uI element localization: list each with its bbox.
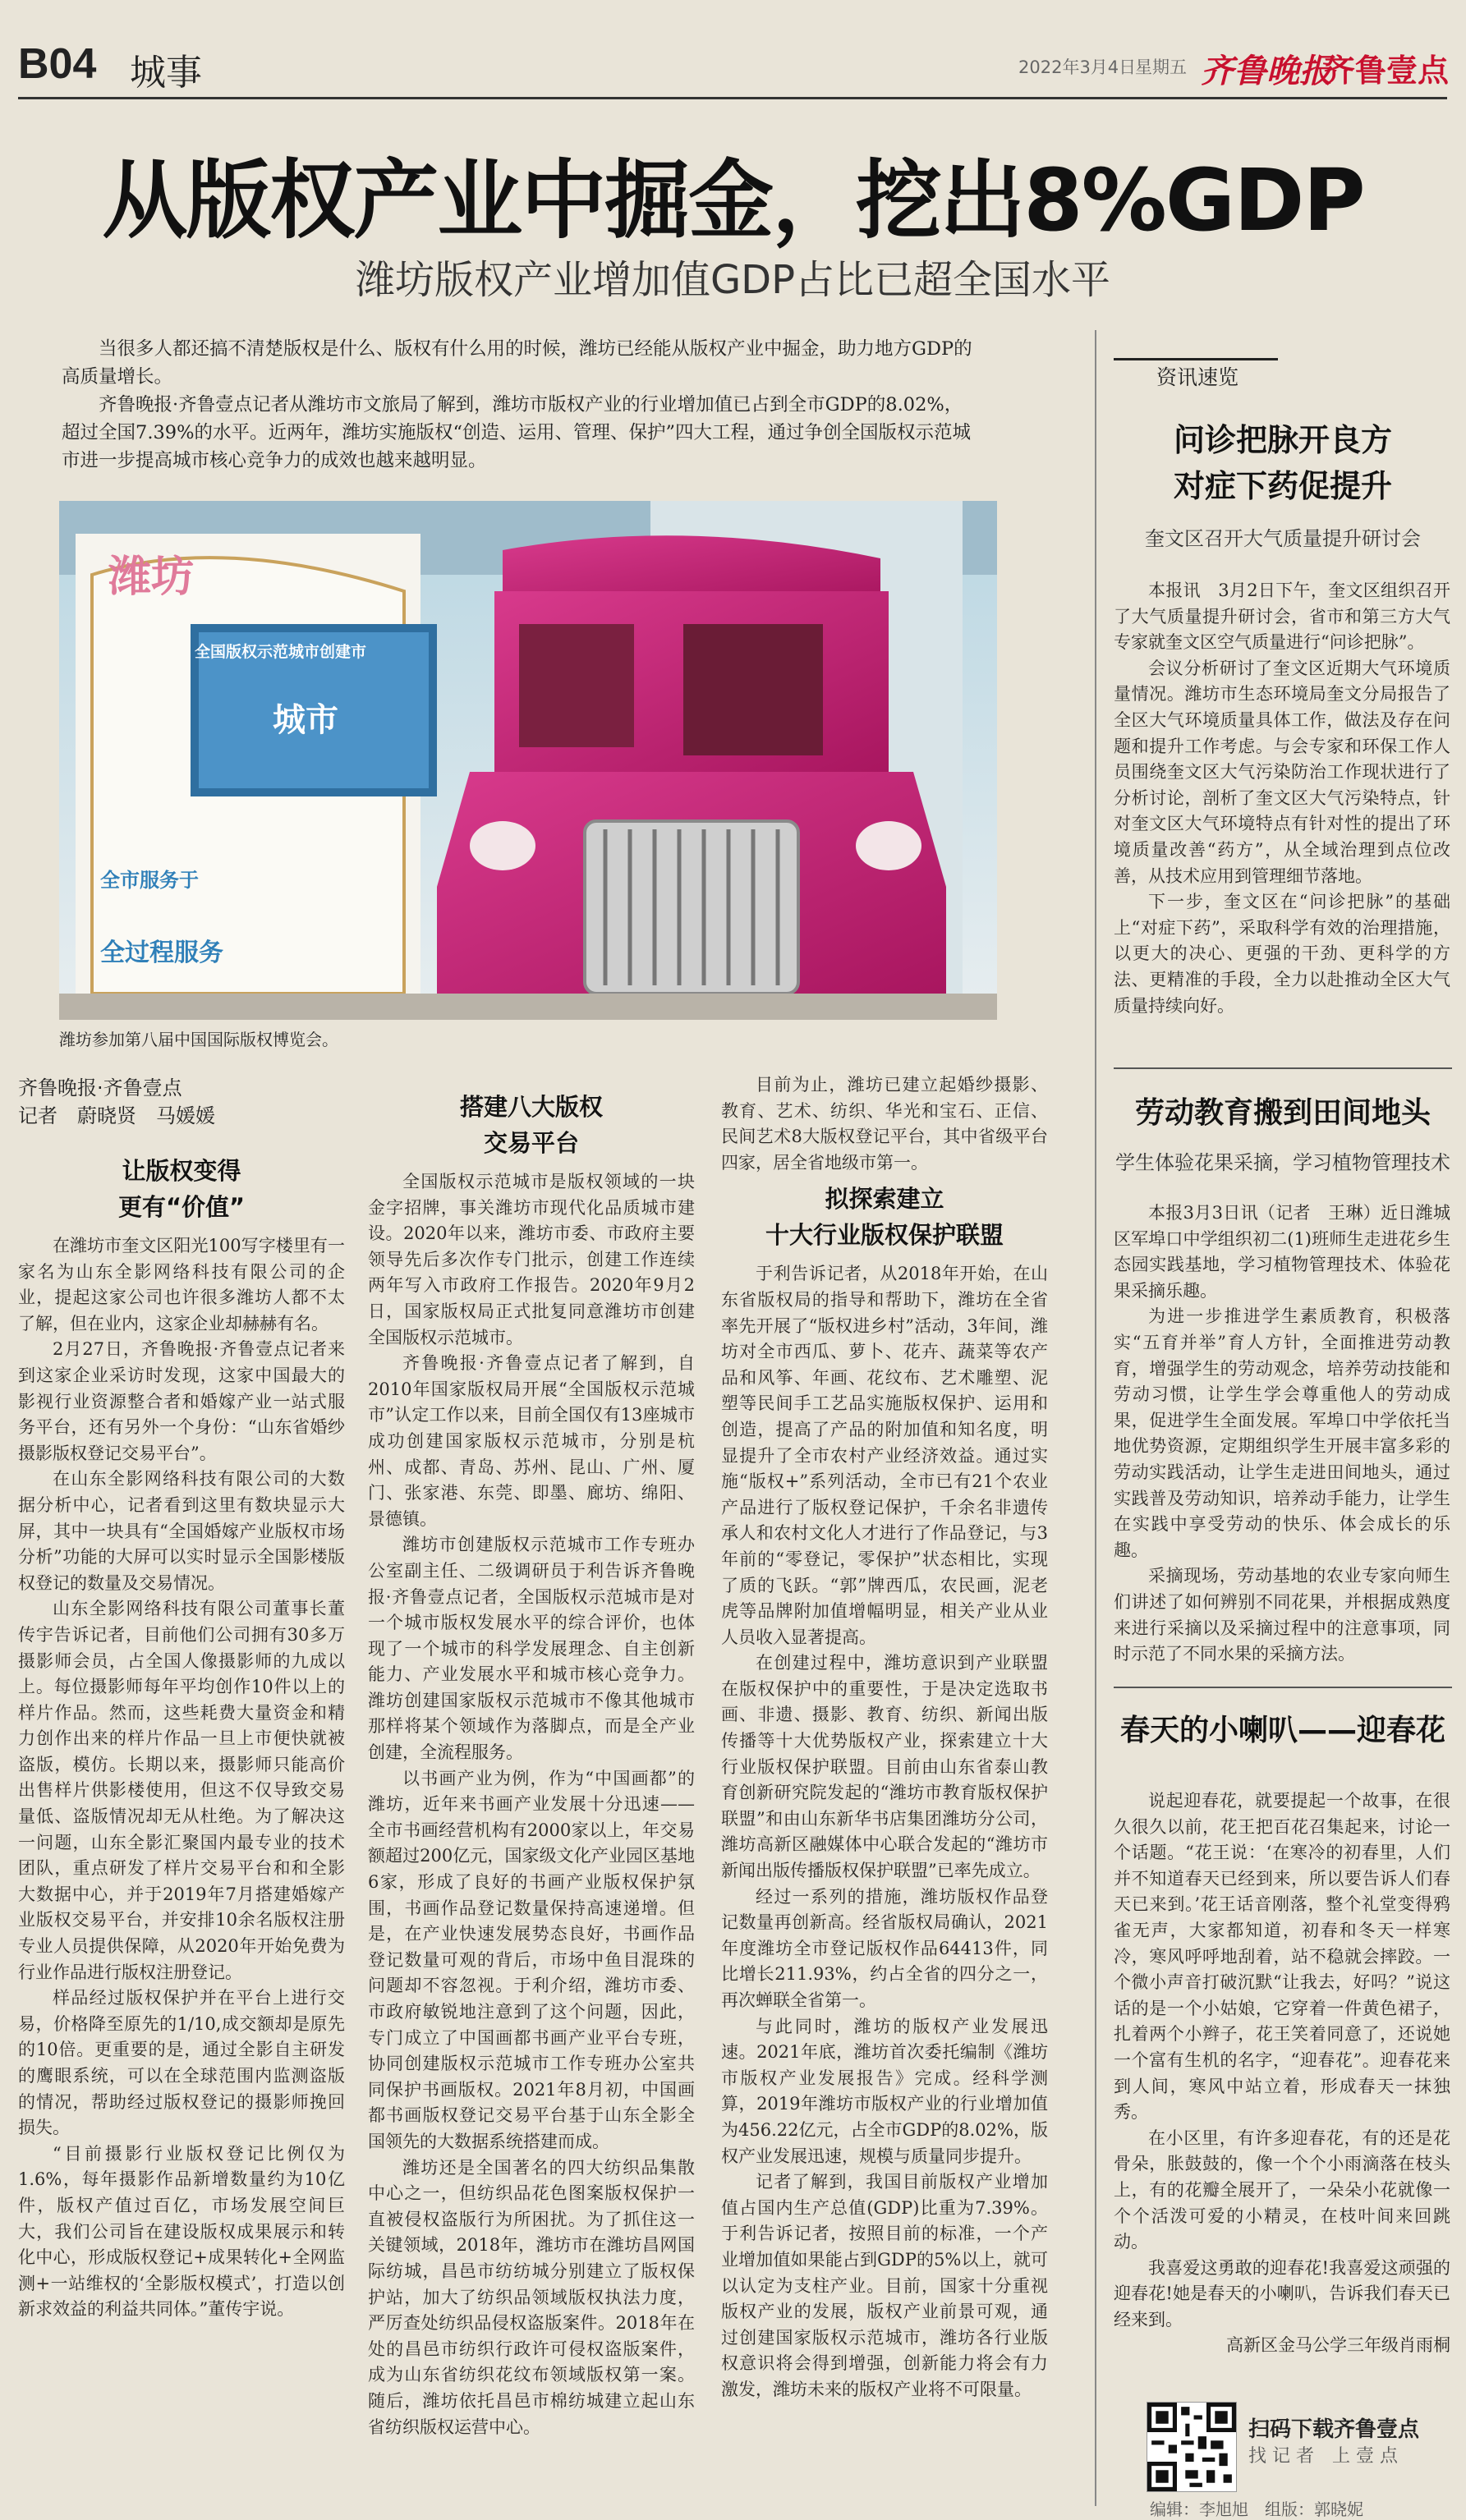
qr-code-icon [1147, 2403, 1236, 2491]
column-paragraph: 齐鲁晚报·齐鲁壹点记者了解到，自2010年国家版权局开展“全国版权示范城市”认定工作以来，目前全国仅有13座城市成功创建国家版权示范城市，分别是杭州、成都、青岛、苏州、昆山、广州、厦门、张家港、东莞、即墨、廊坊、绵阳、景德镇。 [368, 1353, 695, 1529]
article-photo [59, 501, 997, 1020]
sidebar-divider [1095, 330, 1096, 2506]
editor-credits: 编辑：李旭旭 组版：郭晓妮 [1150, 2499, 1363, 2519]
sidebar-story-2-subtitle: 学生体验花果采摘，学习植物管理技术 [1115, 1151, 1450, 1174]
article-subtitle: 潍坊版权产业增加值GDP占比已超全国水平 [355, 257, 1111, 303]
column-paragraph: 潍坊还是全国著名的四大纺织品集散中心之一，但纺织品花色图案版权保护一直被侵权盗版行为所困扰。为了抓住这一关键领域，2018年，潍坊市在潍坊昌网国际纺城，昌邑市纺纺城分别建立了版权保护站，加大了纺织品领域版权执法力度，严厉查处纺织品侵权盗版案件。2018年在处的昌邑市纺织行政许可侵权盗版案件，成为山东省纺织花纹布领域版权第一案。随后，潍坊依托昌邑市棉纺城建立起山东省纺织版权运营中心。 [368, 2157, 695, 2437]
photo-sign: 全过程服务 [100, 939, 223, 967]
sidebar-story-3-author: 高新区金马公学三年级肖雨桐 [1226, 2335, 1450, 2356]
brand-logo: 齐鲁晚报 [1201, 52, 1332, 90]
sidebar-rule [1114, 1687, 1452, 1688]
sidebar-story-1-body [1114, 578, 1450, 1019]
sidebar-story-1-title: 问诊把脉开良方 [1173, 422, 1392, 458]
sidebar-paragraph: 在小区里，有许多迎春花，有的还是花骨朵，胀鼓鼓的，像一个个小雨滴落在枝头上，有的花瓣全展开了，一朵朵小花就像一个个活泼可爱的小精灵，在枝叶间来回跳动。 [1114, 2128, 1450, 2252]
sidebar-paragraph: 本报讯 3月2日下午，奎文区组织召开了大气质量提升研讨会，省市和第三方大气专家就奎文区空气质量进行“问诊把脉”。 [1114, 581, 1450, 653]
sidebar-paragraph: 为进一步推进学生素质教育，积极落实“五育并举”育人方针，全面推进劳动教育，增强学生的劳动观念，培养劳动技能和劳动习惯，让学生学会尊重他人的劳动成果，促进学生全面发展。军埠口中学依托当地优势资源，定期组织学生开展丰富多彩的劳动实践活动，让学生走进田间地头，通过实践普及劳动知识，培养动手能力，让学生在实践中享受劳动的快乐、体会成长的乐趣。 [1114, 1306, 1450, 1560]
column-paragraph: 山东全影网络科技有限公司董事长董传宇告诉记者，目前他们公司拥有30多万摄影师会员，占全国人像摄影师的九成以上。每位摄影师每年平均创作10件以上的样片作品。然而，这些耗费大量资金和精力创作出来的样片作品一旦上市便快就被盗版，模仿。长期以来，摄影师只能高价出售样片供影楼使用，但这不仅导致交易量低、盗版情况却无从杜绝。为了解决这一问题，山东全影汇聚国内最专业的技术团队，重点研发了样片交易平台和和全影大数据中心，并于2019年7月搭建婚嫁产业版权交易平台，并安排10余名版权注册专业人员提供保障，从2020年开始免费为行业作品进行版权注册登记。 [18, 1599, 345, 1982]
column-paragraph: 与此同时，潍坊的版权产业发展迅速。2021年底，潍坊首次委托编制《潍坊市版权产业发展报告》完成。经科学测算，2019年潍坊市版权产业的行业增加值为456.22亿元，占全市GDP的8.02%，版权产业发展迅速，规模与质量同步提升。 [721, 2016, 1048, 2166]
sidebar-tag: 资讯速览 [1114, 358, 1278, 397]
byline-outlet: 齐鲁晚报·齐鲁壹点 [18, 1076, 182, 1099]
sidebar-paragraph: 本报3月3日讯（记者 王琳）近日潍城区军埠口中学组织初二(1)班师生走进花乡生态园实践基地，学习植物管理技术、体验花果采摘乐趣。 [1114, 1203, 1450, 1301]
article-column-3 [721, 1072, 1048, 2403]
sidebar-story-1-subtitle: 奎文区召开大气质量提升研讨会 [1145, 527, 1421, 550]
sidebar-paragraph: 下一步，奎文区在“问诊把脉”的基础上“对症下药”，采取科学有效的治理措施，以更大的决心、更强的干劲、更科学的方法、更精准的手段，全力以赴推动全区大气质量持续向好。 [1114, 892, 1450, 1016]
article-lead [62, 335, 980, 475]
column-paragraph: 目前为止，潍坊已建立起婚纱摄影、教育、艺术、纺织、华光和宝石、正信、民间艺术8大版权登记平台，其中省级平台四家，居全省地级市第一。 [721, 1075, 1048, 1173]
column-paragraph: 样品经过版权保护并在平台上进行交易，价格降至原先的1/10,成交额却是原先的10倍。更重要的是，通过全影自主研发的鹰眼系统，可以在全球范围内监测盗版的情况，帮助经过版权登记的摄影师挽回损失。 [18, 1988, 345, 2138]
article-column-2 [368, 1084, 695, 2440]
sidebar-story-2-title: 劳动教育搬到田间地头 [1134, 1096, 1431, 1130]
article-title: 从版权产业中掘金，挖出8%GDP [102, 150, 1364, 250]
column-paragraph: 在潍坊市奎文区阳光100写字楼里有一家名为山东全影网络科技有限公司的企业，提起这家公司也许很多潍坊人都不太了解，但在业内，这家企业却赫赫有名。 [18, 1236, 345, 1333]
sidebar-paragraph: 说起迎春花，就要提起一个故事，在很久很久以前，花王把百花召集起来，讨论一个话题。“花王说：‘在寒冷的初春里，人们并不知道春天已经到来，所以要告诉人们春天已来到。’花王话音刚落，整个礼堂变得鸦雀无声，大家都知道，初春和冬天一样寒冷，寒风呼呼地刮着，站不稳就会摔跤。一个微小声音打破沉默“让我去，好吗？”说这话的是一个小姑娘，它穿着一件黄色裙子，扎着两个小辫子，花王笑着同意了，还说她一个富有生机的名字，“迎春花”。迎春花来到人间，寒风中站立着，形成春天一抹独秀。 [1114, 1791, 1450, 2123]
photo-sign: 全国版权示范城市创建市 [195, 643, 367, 661]
photo-sign: 潍坊 [108, 553, 195, 602]
column-paragraph: 潍坊市创建版权示范城市工作专班办公室副主任、二级调研员于利告诉齐鲁晚报·齐鲁壹点记者，全国版权示范城市是对一个城市版权发展水平的综合评价，也体现了一个城市的科学发展理念、自主创新能力、产业发展水平和城市核心竞争力。潍坊创建国家版权示范城市不像其他城市那样将某个领域作为落脚点，而是全产业创建，全流程服务。 [368, 1535, 695, 1763]
section-name: 城事 [130, 52, 202, 94]
column-heading: 让版权变得 更有“价值” [117, 1157, 246, 1221]
column-paragraph: 以书画产业为例，作为“中国画都”的潍坊，近年来书画产业发展十分迅速——全市书画经营机构有2000家以上，年交易额超过200亿元，国家级文化产业园区基地6家，形成了良好的书画产业版权保护氛围，书画作品登记数量保持高速递增。但是，在产业快速发展势态良好，书画作品登记数量可观的背后，市场中鱼目混珠的问题却不容忽视。于利介绍，潍坊市委、市政府敏锐地注意到了这个问题，因此，专门成立了中国画都书画产业平台专班，协同创建版权示范城市工作专班办公室共同保护书画版权。2021年8月初，中国画都书画版权登记交易平台基于山东全影全国领先的大数据系统搭建而成。 [368, 1768, 695, 2151]
issue-weekday: 星期五 [1135, 57, 1187, 77]
photo-sign: 全市服务于 [100, 869, 199, 892]
page-number: B04 [18, 40, 97, 88]
sidebar-paragraph: 我喜爱这勇敢的迎春花!我喜爱这顽强的迎春花!她是春天的小喇叭，告诉我们春天已经来到。 [1114, 2257, 1450, 2330]
column-paragraph: 在山东全影网络科技有限公司的大数据分析中心，记者看到这里有数块显示大屏，其中一块具有“全国婚嫁产业版权市场分析”功能的大屏可以实时显示全国影楼版权登记的数量及交易情况。 [18, 1469, 345, 1593]
lead-paragraph: 齐鲁晚报·齐鲁壹点记者从潍坊市文旅局了解到，潍坊市版权产业的行业增加值已占到全市GDP的8.02%，超过全国7.39%的水平。近两年，潍坊实施版权“创造、运用、管理、保护”四大工程，通过争创全国版权示范城市进一步提高城市核心竞争力的成效也越来越明显。 [62, 394, 971, 471]
sidebar-story-3-body [1114, 1788, 1450, 2359]
column-heading: 搭建八大版权 交易平台 [459, 1093, 603, 1157]
photo-sign: 城市 [273, 701, 338, 739]
sidebar-story-3-title: 春天的小喇叭——迎春花 [1119, 1714, 1445, 1747]
qr-download-text: 扫码下载齐鲁壹点 [1248, 2417, 1420, 2442]
column-heading: 拟探索建立 十大行业版权保护联盟 [765, 1185, 1004, 1250]
column-paragraph: “目前摄影行业版权登记比例仅为1.6%，每年摄影作品新增数量约为10亿件，版权产值过百亿，市场发展空间巨大，我们公司旨在建设版权成果展示和转化中心，形成版权登记+成果转化+全网监测+一站维权的‘全影版权模式’，打造以创新求效益的利益共同体。”董传宇说。 [18, 2143, 345, 2320]
byline [18, 1074, 215, 1130]
column-paragraph: 于利告诉记者，从2018年开始，在山东省版权局的指导和帮助下，潍坊在全省率先开展了“版权进乡村”活动，3年间，潍坊对全市西瓜、萝卜、花卉、蔬菜等农产品和风筝、年画、花纹布、艺术雕塑、泥塑等民间手工艺品实施版权保护、运用和创造，提高了产品的附加值和知名度，明显提升了全市农村产业经济效益。通过实施“版权+”系列活动，全市已有21个农业产品进行了版权登记保护，千余名非遗传承人和农村文化人才进行了作品登记，与3年前的“零登记，零保护”状态相比，实现了质的飞跃。“郭”牌西瓜，农民画，泥老虎等品牌附加值增幅明显，相关产业从业人员收入显著提高。 [721, 1264, 1048, 1647]
brand-logo-2: 齐鲁壹点 [1324, 53, 1450, 89]
column-paragraph: 记者了解到，我国目前版权产业增加值占国内生产总值(GDP)比重为7.39%。于利告诉记者，按照目前的标准，一个产业增加值如果能占到GDP的5%以上，就可以认定为支柱产业。目前，国家十分重视版权产业的发展，版权产业前景可观，通过创建国家版权示范城市，潍坊各行业版权意识将会得到增强，创新能力将会有力激发，潍坊未来的版权产业将不可限量。 [721, 2172, 1048, 2399]
column-paragraph: 经过一系列的措施，潍坊版权作品登记数量再创新高。经省版权局确认，2021年度潍坊全市登记版权作品64413件，同比增长211.93%，约占全省的四分之一，再次蝉联全省第一。 [721, 1886, 1048, 2010]
qr-contact-text: 找 记 者 上 壹 点 [1248, 2446, 1398, 2467]
sidebar-story-2-body [1114, 1200, 1450, 1668]
lead-paragraph: 当很多人都还搞不清楚版权是什么、版权有什么用的时候，潍坊已经能从版权产业中掘金，助力地方GDP的高质量增长。 [62, 338, 972, 388]
qr-code[interactable] [1147, 2402, 1237, 2492]
header-rule [18, 97, 1447, 99]
column-paragraph: 全国版权示范城市是版权领域的一块金字招牌，事关潍坊市现代化品质城市建设。2020年以来，潍坊市委、市政府主要领导先后多次作专门批示，创建工作连续两年写入市政府工作报告。2020年9月2日，国家版权局正式批复同意潍坊市创建全国版权示范城市。 [368, 1172, 695, 1347]
column-paragraph: 2月27日，齐鲁晚报·齐鲁壹点记者来到这家企业采访时发现，这家中国最大的影视行业资源整合者和婚嫁产业一站式服务平台，还有另外一个身份：“山东省婚纱摄影版权登记交易平台”。 [18, 1339, 345, 1463]
sidebar-paragraph: 会议分析研讨了奎文区近期大气环境质量情况。潍坊市生态环境局奎文分局报告了全区大气环境质量具体工作，做法及存在问题和提升工作考虑。与会专家和环保工作人员围绕奎文区大气污染防治工作现状进行了分析讨论，剖析了奎文区大气污染特点，针对奎文区大气环境特点有针对性的提出了环境质量改善“药方”，从全域治理到点位改善，从技术应用到管理细节落地。 [1114, 658, 1450, 886]
sidebar-rule [1114, 1067, 1452, 1069]
column-paragraph: 在创建过程中，潍坊意识到产业联盟在版权保护中的重要性，于是决定选取书画、非遗、摄影、教育、纺织、新闻出版传播等十大优势版权产业，探索建立十大行业版权保护联盟。目前由山东省泰山教育创新研究院发起的“潍坊市教育版权保护联盟”和由山东新华书店集团潍坊分公司，潍坊高新区融媒体中心联合发起的“潍坊市新闻出版传播版权保护联盟”已率先成立。 [721, 1653, 1048, 1881]
issue-date: 2022年3月4日 [1018, 57, 1137, 77]
sidebar-paragraph: 采摘现场，劳动基地的农业专家向师生们讲述了如何辨别不同花果，并根据成熟度来进行采摘以及采摘过程中的注意事项，同时示范了不同水果的采摘方法。 [1114, 1566, 1450, 1664]
byline-reporters: 记者 蔚晓贤 马媛媛 [18, 1104, 215, 1127]
sidebar-story-1-title-2: 对症下药促提升 [1173, 468, 1392, 504]
photo-caption: 潍坊参加第八届中国国际版权博览会。 [59, 1030, 338, 1049]
exhibition-photo [59, 501, 997, 1020]
article-column-1 [18, 1148, 345, 2323]
